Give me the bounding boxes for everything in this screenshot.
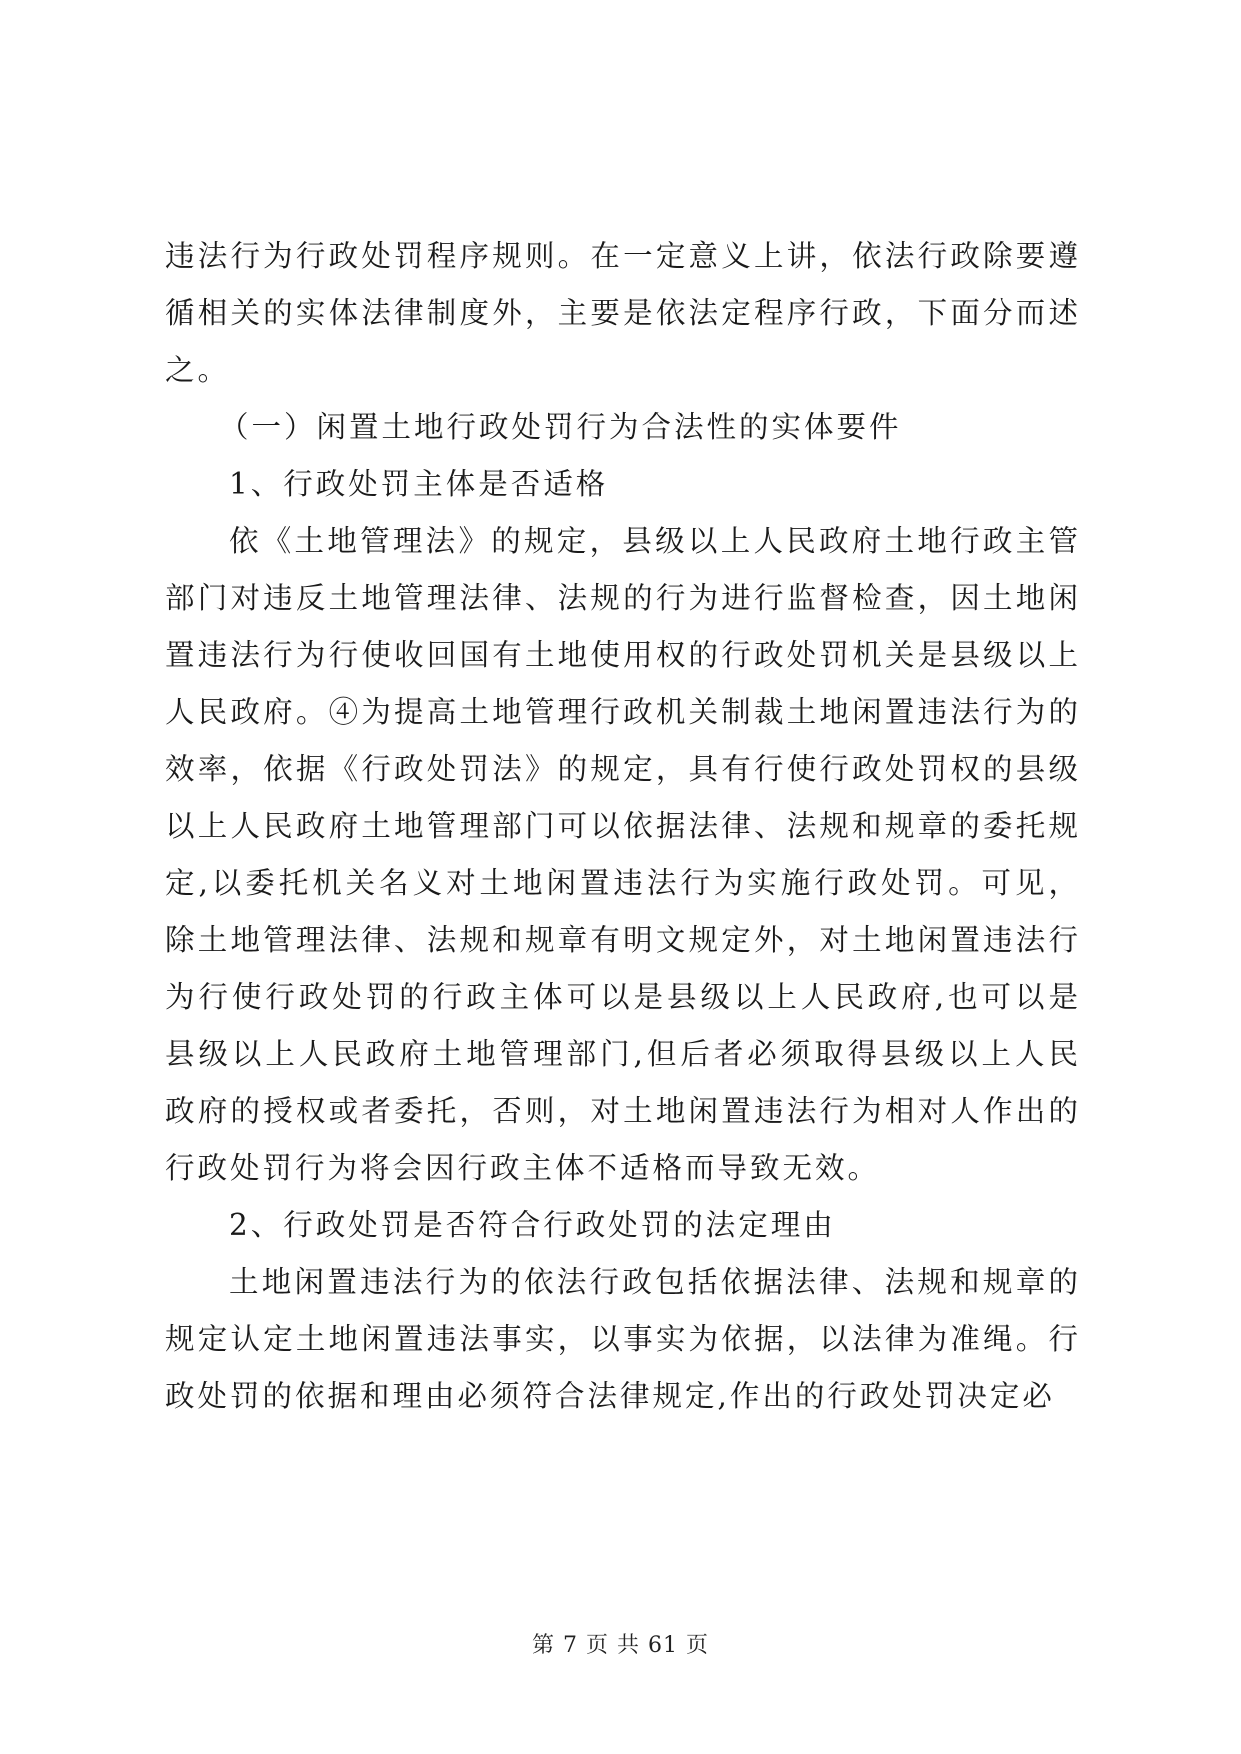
paragraph-legal-grounds: 土地闲置违法行为的依法行政包括依据法律、法规和规章的规定认定土地闲置违法事实，以事实为依据，以法律为准绳。行政处罚的依据和理由必须符合法律规定,作出的行政处罚决定必 — [165, 1265, 1081, 1413]
subheading-subject-qualification: 1、行政处罚主体是否适格 — [229, 467, 609, 501]
paragraph-subject-qualification: 依《土地管理法》的规定，县级以上人民政府土地行政主管部门对违反土地管理法律、法规的行为进行监督检查，因土地闲置违法行为行使收回国有土地使用权的行政处罚机关是县级以上人民政府。④为提高土地管理行政机关制裁土地闲置违法行为的效率，依据《行政处罚法》的规定，具有行使行政处罚权的县级以上人民政府土地管理部门可以依据法律、法规和规章的委托规定,以委托机关名义对土地闲置违法行为实施行政处罚。可见，除土地管理法律、法规和规章有明文规定外，对土地闲置违法行为行使行政处罚的行政主体可以是县级以上人民政府,也可以是县级以上人民政府土地管理部门,但后者必须取得县级以上人民政府的授权或者委托，否则，对土地闲置违法行为相对人作出的行政处罚行为将会因行政主体不适格而导致无效。 — [165, 524, 1081, 1185]
paragraph-continuation: 违法行为行政处罚程序规则。在一定意义上讲，依法行政除要遵循相关的实体法律制度外，主要是依法定程序行政，下面分而述之。 — [165, 239, 1081, 387]
page-number-footer: 第 7 页 共 61 页 — [532, 1633, 709, 1658]
document-body — [165, 228, 1081, 1425]
section-heading: （一）闲置土地行政处罚行为合法性的实体要件 — [219, 410, 902, 444]
subheading-legal-grounds: 2、行政处罚是否符合行政处罚的法定理由 — [229, 1208, 836, 1242]
